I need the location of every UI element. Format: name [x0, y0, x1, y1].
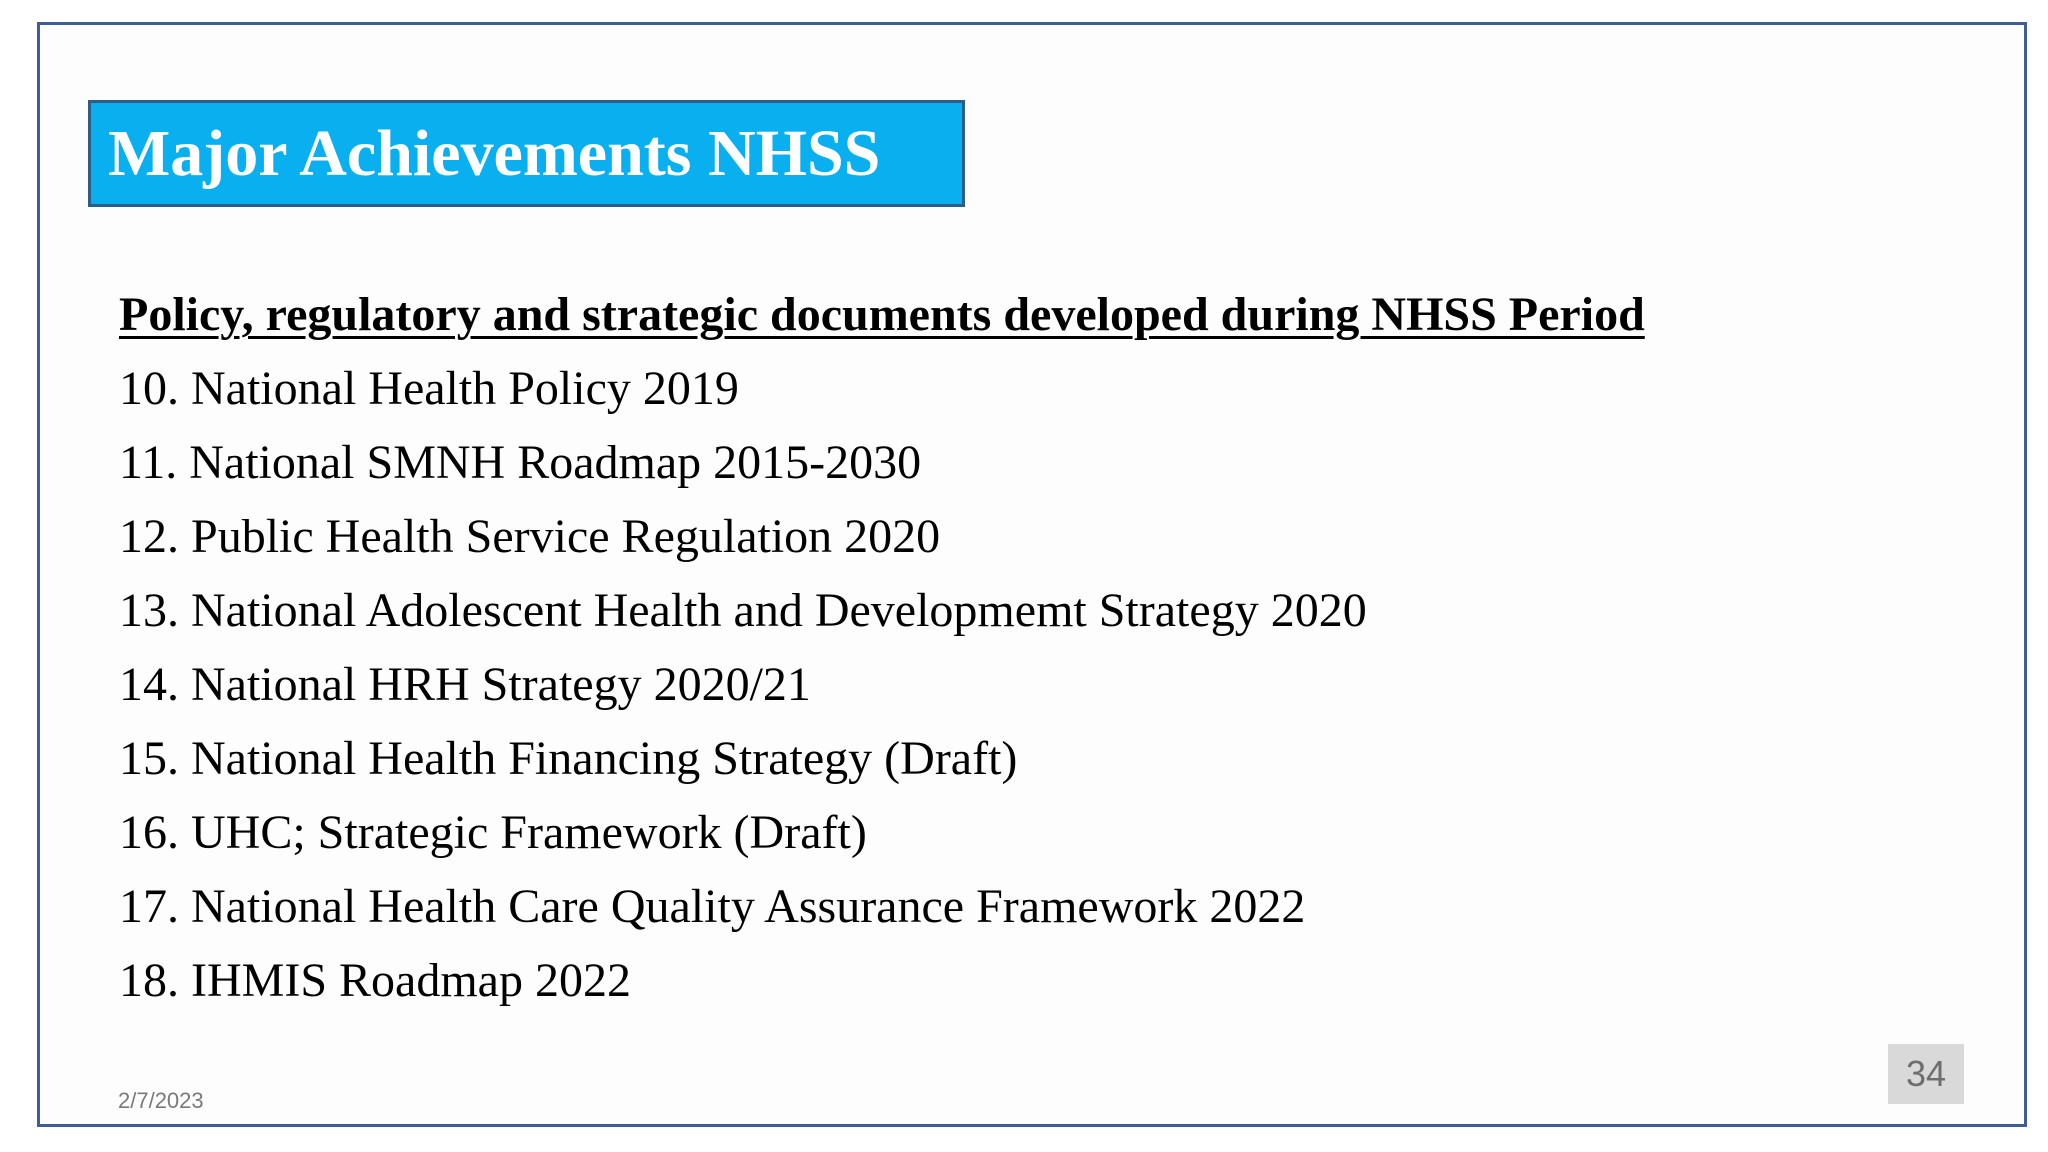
list-item: 18. IHMIS Roadmap 2022	[119, 954, 631, 1007]
list-item: 11. National SMNH Roadmap 2015-2030	[119, 436, 922, 489]
title-banner	[88, 100, 965, 207]
list-item: 14. National HRH Strategy 2020/21	[119, 658, 811, 711]
list-item: 16. UHC; Strategic Framework (Draft)	[119, 806, 867, 859]
slide-title: Major Achievements NHSS	[108, 116, 881, 190]
list-item: 15. National Health Financing Strategy (Draft)	[119, 732, 1018, 785]
slide-content	[119, 278, 1969, 1018]
footer-date: 2/7/2023	[118, 1088, 204, 1113]
document-list	[119, 352, 1969, 1018]
list-item: 13. National Adolescent Health and Developmemt Strategy 2020	[119, 584, 1367, 637]
list-item: 12. Public Health Service Regulation 2020	[119, 510, 941, 563]
page-number: 34	[1888, 1044, 1964, 1104]
list-item: 17. National Health Care Quality Assurance Framework 2022	[119, 880, 1306, 933]
section-subheading: Policy, regulatory and strategic documents developed during NHSS Period	[119, 288, 1645, 341]
list-item: 10. National Health Policy 2019	[119, 362, 739, 415]
